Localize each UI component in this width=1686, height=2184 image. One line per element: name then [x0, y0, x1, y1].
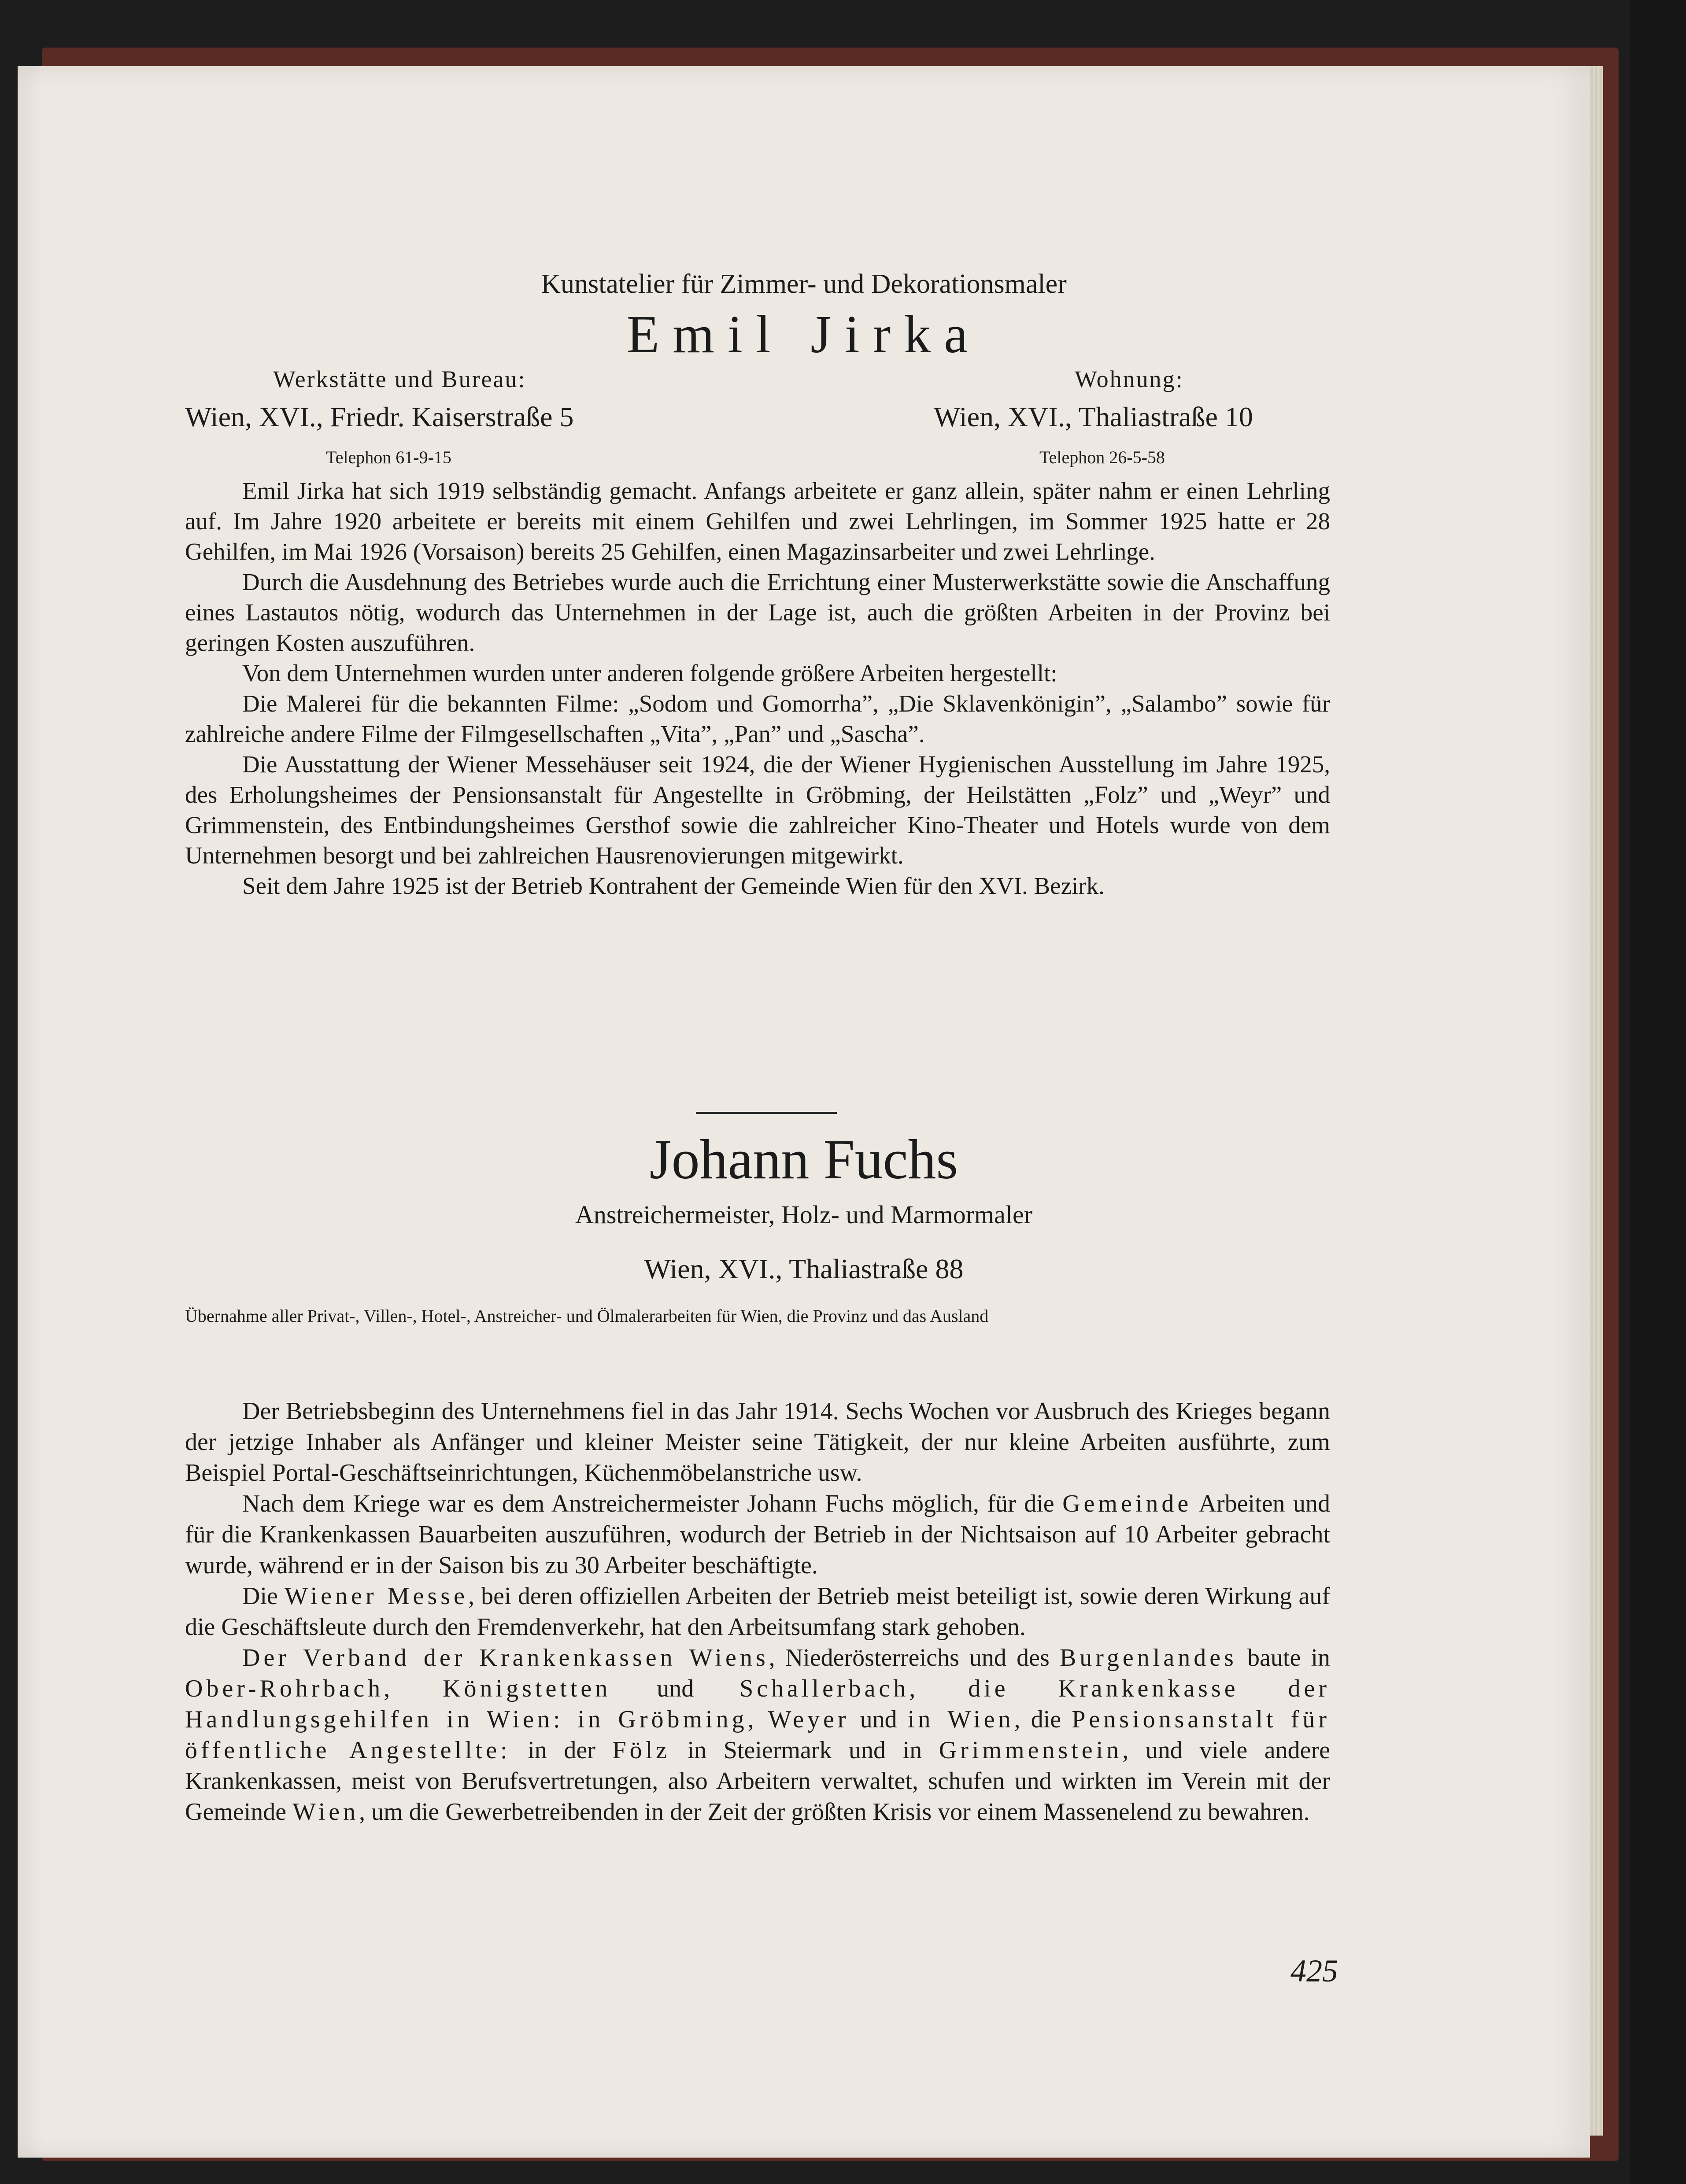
fuchs-address: Wien, XVI., Thaliastraße 88 [644, 1253, 964, 1284]
jirka-paragraph: Von dem Unternehmen wurden unter anderen folgende größere Arbeiten hergestellt: [242, 660, 1057, 686]
fuchs-text: Nach dem Kriege war es dem Anstreichermeister Johann Fuchs möglich, für die [242, 1490, 1054, 1517]
fuchs-title: Johann Fuchs [649, 1128, 958, 1191]
fuchs-text: und [657, 1675, 694, 1702]
jirka-paragraph: Seit dem Jahre 1925 ist der Betrieb Kontrahent der Gemeinde Wien für den XVI. Bezirk. [242, 872, 1105, 899]
fuchs-paragraph: Der Betriebsbeginn des Unternehmens fiel in das Jahr 1914. Sechs Wochen vor Ausbruch des Krieges begann der jetzige Inhaber als Anfänger und kleiner Meister seine Tätigkeit, der nur kleine Arbeiten ausführte, zum Beispiel Portal-Geschäftseinrichtungen, Küchenmöbelanstriche usw. [185, 1398, 1330, 1487]
jirka-title: Emil Jirka [626, 305, 981, 364]
fuchs-text: Die [242, 1583, 278, 1610]
fuchs-services: Übernahme aller Privat-, Villen-, Hotel-, Anstreicher- und Ölmalerarbeiten für Wien, die Provinz und das Ausland [185, 1306, 989, 1326]
jirka-subtitle: Kunstatelier für Zimmer- und Dekorationsmaler [541, 269, 1067, 299]
fuchs-subtitle: Anstreichermeister, Holz- und Marmormaler [575, 1200, 1033, 1229]
fuchs-text: in Steiermark und in [687, 1737, 922, 1764]
fuchs-emph: Schallerbach, die Krankenkasse der Handlungsgehilfen in Wien: in Gröbming, [185, 1675, 1331, 1733]
home-label: Wohnung: [1075, 366, 1184, 392]
workshop-phone: Telephon 61-9-15 [326, 447, 451, 467]
fuchs-paragraph [185, 1581, 1330, 1642]
fuchs-emph: Fölz [612, 1737, 671, 1764]
jirka-paragraph: Emil Jirka hat sich 1919 selbständig gemacht. Anfangs arbeitete er ganz allein, später nahm er einen Lehrling auf. Im Jahre 1920 arbeitete er bereits mit einem Gehilfen und zwei Lehrlingen, im Sommer 1925 hatte er 28 Gehilfen, im Mai 1926 (Vorsaison) bereits 25 Gehilfen, einen Magazinsarbeiter und zwei Lehrlinge. [185, 477, 1330, 565]
jirka-body [185, 476, 1330, 901]
fuchs-text: in der [528, 1737, 595, 1764]
workshop-label: Werkstätte und Bureau: [273, 366, 526, 392]
workshop-address: Wien, XVI., Friedr. Kaiserstraße 5 [185, 401, 574, 432]
fuchs-text: , um die Gewerbetreibenden in der Zeit der größten Krisis vor einem Massenelend zu bewahren. [359, 1798, 1310, 1826]
fuchs-emph: Ober-Rohrbach, Königstetten [185, 1675, 611, 1702]
background-right [1630, 0, 1686, 2184]
home-address: Wien, XVI., Thaliastraße 10 [934, 401, 1253, 432]
section-divider [696, 1112, 837, 1114]
fuchs-emph: Pensionsanstalt für öffentliche Angestellte: [185, 1706, 1331, 1764]
jirka-paragraph: Durch die Ausdehnung des Betriebes wurde auch die Errichtung einer Musterwerkstätte sowie die Anschaffung eines Lastautos nötig, wodurch das Unternehmen in der Lage ist, auch die größten Arbeiten in der Provinz bei geringen Kosten auszuführen. [185, 568, 1330, 656]
fuchs-emph: in Wien [907, 1706, 1014, 1733]
fuchs-text: , Niederösterreichs und des [769, 1644, 1050, 1671]
fuchs-body [185, 1396, 1330, 1827]
fuchs-text: , bei deren offiziellen Arbeiten der Betrieb meist beteiligt ist, sowie deren Wirkung auf die Geschäftsleute durch den Fremdenverkehr, hat den Arbeitsumfang stark gehoben. [185, 1583, 1331, 1641]
fuchs-emph: Burgenlandes [1059, 1644, 1237, 1671]
home-phone: Telephon 26-5-58 [1039, 447, 1165, 467]
fuchs-paragraph [185, 1642, 1330, 1827]
fuchs-emph: Gemeinde [1062, 1490, 1192, 1517]
fuchs-emph: Grimmenstein [939, 1737, 1123, 1764]
fuchs-text: baute in [1247, 1644, 1331, 1671]
fuchs-paragraph [185, 1488, 1330, 1581]
fuchs-text: Arbeiten und für die Krankenkassen Bauarbeiten auszuführen, wodurch der Betrieb in der Nichtsaison auf 10 Arbeiter gebracht wurde, während er in der Saison bis zu 30 Arbeiter beschäftigte. [185, 1490, 1330, 1579]
fuchs-text: , die [1014, 1706, 1061, 1733]
fuchs-emph: Der Verband der Krankenkassen Wiens [242, 1644, 769, 1671]
book-page [18, 66, 1590, 2158]
fuchs-emph: Wiener Messe [285, 1583, 468, 1610]
fuchs-text: und [860, 1706, 897, 1733]
fuchs-emph: Weyer [768, 1706, 850, 1733]
fuchs-emph: Wien [292, 1798, 359, 1826]
jirka-paragraph: Die Ausstattung der Wiener Messehäuser seit 1924, die der Wiener Hygienischen Ausstellung im Jahre 1925, des Erholungsheimes der Pensionsanstalt für Angestellte in Gröbming, der Heilstätten „Folz” und „Weyr” und Grimmenstein, des Entbindungsheimes Gersthof sowie die zahlreicher Kino-Theater und Hotels wurde von dem Unternehmen besorgt und bei zahlreichen Hausrenovierungen mitgewirkt. [185, 751, 1330, 869]
page-number: 425 [1290, 1953, 1338, 1988]
jirka-paragraph: Die Malerei für die bekannten Filme: „Sodom und Gomorrha”, „Die Sklavenkönigin”, „Salambo” sowie für zahlreiche andere Filme der Filmgesellschaften „Vita”, „Pan” und „Sascha”. [185, 690, 1330, 747]
fuchs-text: , und viele andere Krankenkassen, meist von Berufsvertretungen, also Arbeitern verwaltet, schufen und wirkten im Verein mit der Gemeinde [185, 1737, 1331, 1826]
